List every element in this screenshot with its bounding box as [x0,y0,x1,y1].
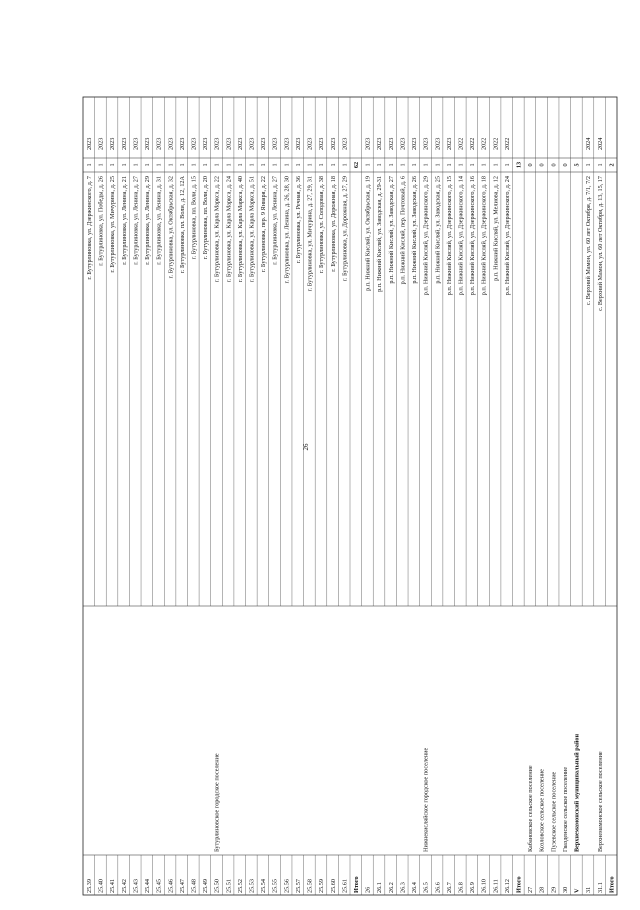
address-cell: г. Бутурлиновка, ул. Ленина, д. 21 [120,176,128,265]
address-cell: р.п. Нижний Кисляй, пер. Почтовый, д. 6 [399,176,407,285]
count-cell: 1 [596,163,604,167]
row-number: Итого [353,876,361,893]
row-number: 26.12 [503,879,511,893]
year-cell: 2022 [469,137,477,150]
year-cell: 2023 [109,137,117,150]
settlement-name: Верхнемамонское сельское поселение [596,751,604,852]
year-cell: 2023 [155,137,163,150]
page-number: 26 [302,443,310,451]
address-cell: р.п. Нижний Кисляй, ул. Дзержинского, д. 24 [503,176,511,296]
row-number: 27 [527,886,535,893]
count-cell: 2 [608,163,616,167]
count-cell: 0 [561,163,569,167]
row-number: 26 [364,886,372,893]
address-cell: р.п. Нижний Кисляй, ул. Заводская, д. 27 [387,176,395,284]
settlement-name: Верхнемамонский муниципальный район [573,733,581,852]
year-cell: 2023 [202,137,210,150]
year-cell: 2023 [294,137,302,150]
row-number: 26.2 [387,882,395,893]
address-cell: г. Бутурлиновка, ул. Дорожная, д. 27, 29 [341,176,349,281]
count-cell: 1 [132,163,140,167]
count-cell: 0 [538,163,546,167]
row-number: 25.49 [202,879,210,893]
year-cell: 2023 [434,137,442,150]
row-number: V [573,888,581,893]
count-cell: 1 [411,163,419,167]
row-number: Итого [515,876,523,893]
row-number: 25.58 [306,879,314,893]
count-cell: 1 [329,163,337,167]
row-number: 31 [585,886,593,893]
address-cell: г. Бутурлиновка, пл. Воли, д. 15 [190,176,198,260]
count-cell: 1 [283,163,291,167]
year-cell: 2023 [167,137,175,150]
year-cell: 2023 [178,137,186,150]
year-cell: 2023 [260,137,268,150]
year-cell: 2023 [411,137,419,150]
row-number: Итого [608,876,616,893]
row-number: 26.3 [399,882,407,893]
count-cell: 1 [167,163,175,167]
year-cell: 2023 [318,137,326,150]
row-number: 25.40 [97,879,105,893]
row-number: 26.6 [434,882,442,893]
settlement-name: Нижнекисляйское городское поселение [422,747,430,852]
row-number: 25.54 [260,879,268,893]
address-cell: р.п. Нижний Кисляй, ул. Заводская, д. 25 [434,176,442,284]
row-number: 31.1 [596,882,604,893]
count-cell: 0 [527,163,535,167]
row-number: 25.52 [236,879,244,893]
year-cell: 2022 [492,137,500,150]
row-number: 26.7 [445,882,453,893]
year-cell: 2023 [225,137,233,150]
count-cell: 1 [155,163,163,167]
row-number: 26.1 [376,882,384,893]
address-cell: г. Бутурлиновка, ул. Ленина, д. 31 [155,176,163,265]
address-cell: г. Бутурлиновка, ул. Солодовая, д. 38 [318,176,326,273]
count-cell: 1 [318,163,326,167]
address-cell: г. Бутурлиновка, ул. Карла Маркса, д. 51 [248,176,256,283]
year-cell: 2023 [399,137,407,150]
row-number: 25.60 [329,879,337,893]
count-cell: 1 [120,163,128,167]
row-number: 26.4 [411,882,419,893]
count-cell: 1 [190,163,198,167]
row-number: 25.39 [86,879,94,893]
row-number: 30 [561,886,569,893]
year-cell: 2023 [120,137,128,150]
count-cell: 1 [341,163,349,167]
count-cell: 1 [585,163,593,167]
count-cell: 1 [480,163,488,167]
address-cell: р.п. Нижний Кисляй, ул. Октябрьская, д. 19 [364,176,372,291]
row-number: 25.61 [341,879,349,893]
count-cell: 1 [97,163,105,167]
count-cell: 1 [364,163,372,167]
count-cell: 1 [399,163,407,167]
row-number: 26.8 [457,882,465,893]
row-number: 25.47 [178,879,186,893]
count-cell: 1 [178,163,186,167]
row-number: 25.53 [248,879,256,893]
year-cell: 2023 [190,137,198,150]
count-cell: 1 [422,163,430,167]
year-cell: 2023 [306,137,314,150]
year-cell: 2023 [422,137,430,150]
count-cell: 1 [248,163,256,167]
address-cell: г. Бутурлиновка, ул. Ленина, д. 29 [144,176,152,265]
settlement-name: Пузевское сельское поселение [550,771,558,852]
row-number: 25.57 [294,879,302,893]
count-cell: 1 [306,163,314,167]
count-cell: 5 [573,163,581,167]
address-cell: с. Верхний Мамон, ул. 60 лет Октября, д. 13, 15, 17 [596,176,604,311]
row-number: 25.48 [190,879,198,893]
row-number: 25.43 [132,879,140,893]
address-cell: р.п. Нижний Кисляй, ул. Мелиова, д. 12 [492,176,500,281]
address-cell: р.п. Нижний Кисляй, ул. Заводская, д. 29-31 [376,176,384,292]
row-number: 25.59 [318,879,326,893]
year-cell: 2023 [271,137,279,150]
settlement-name: Кабановское сельское поселение [527,765,535,852]
count-cell: 13 [515,161,523,169]
row-number: 25.50 [213,879,221,893]
count-cell: 0 [550,163,558,167]
address-cell: г. Бутурлиновка, ул. Мичурина, д. 25 [109,176,117,273]
year-cell: 2023 [213,137,221,150]
address-cell: г. Бутурлиновка, ул. Ленина, д. 26, 28, 30 [283,176,291,284]
row-number: 26.10 [480,879,488,893]
count-cell: 1 [445,163,453,167]
settlement-name: Бутурлиновское городское поселение [213,753,221,852]
address-cell: г. Бутурлиновка, пл. Воли, д. 20 [202,176,210,260]
year-cell: 2022 [480,137,488,150]
address-cell: р.п. Нижний Кисляй, ул. Дзержинского, д. 29 [422,176,430,296]
row-number: 26.11 [492,879,500,893]
address-cell: р.п. Нижний Кисляй, ул. Дзержинского, д. 18 [480,176,488,296]
count-cell: 1 [213,163,221,167]
count-cell: 1 [109,163,117,167]
year-cell: 2023 [236,137,244,150]
count-cell: 1 [271,163,279,167]
year-cell: 2023 [376,137,384,150]
year-cell: 2023 [445,137,453,150]
row-number: 25.46 [167,879,175,893]
address-cell: с. Верхний Мамон, ул. 60 лет Октября, д. 7/1, 7/2 [585,176,593,306]
count-cell: 1 [260,163,268,167]
year-cell: 2024 [585,137,593,150]
count-cell: 62 [353,161,361,169]
row-number: 25.56 [283,879,291,893]
address-cell: г. Бутурлиновка, пл. Воли, д. 12, 12А [178,176,186,273]
address-cell: г. Бутурлиновка, ул. Октябрьская, д. 32 [167,176,175,279]
row-number: 26.5 [422,882,430,893]
address-cell: г. Бутурлиновка, ул. Речная, д. 36 [294,176,302,264]
year-cell: 2023 [329,137,337,150]
count-cell: 1 [434,163,442,167]
year-cell: 2023 [364,137,372,150]
year-cell: 2022 [457,137,465,150]
address-cell: г. Бутурлиновка, ул. Карла Маркса, д. 22 [213,176,221,283]
row-number: 25.44 [144,879,152,893]
address-cell: г. Бутурлиновка, ул. Ленина, д. 27 [271,176,279,265]
year-cell: 2024 [596,137,604,150]
count-cell: 1 [387,163,395,167]
count-cell: 1 [202,163,210,167]
settlement-name: Гвазденское сельское поселение [561,766,569,852]
count-cell: 1 [376,163,384,167]
row-number: 26.9 [469,882,477,893]
row-number: 25.55 [271,879,279,893]
count-cell: 1 [469,163,477,167]
year-cell: 2023 [86,137,94,150]
count-cell: 1 [86,163,94,167]
year-cell: 2023 [387,137,395,150]
count-cell: 1 [144,163,152,167]
address-cell: р.п. Нижний Кисляй, ул. Дзержинского, д. 14 [457,176,465,296]
year-cell: 2023 [248,137,256,150]
address-cell: р.п. Нижний Кисляй, ул. Дзержинского, д. 15 [445,176,453,296]
settlement-name: Козловское сельское поселение [538,768,546,852]
count-cell: 1 [294,163,302,167]
address-cell: г. Бутурлиновка, ул. Карла Маркса, д. 40 [236,176,244,283]
year-cell: 2022 [503,137,511,150]
row-number: 29 [550,886,558,893]
year-cell: 2023 [97,137,105,150]
address-cell: р.п. Нижний Кисляй, ул. Дзержинского, д. 16 [469,176,477,296]
address-cell: г. Бутурлиновка, ул. Мичурина, д. 27, 29, 31 [306,176,314,292]
count-cell: 1 [225,163,233,167]
address-cell: р.п. Нижний Кисляй, ул. Заводская, д. 26 [411,176,419,284]
year-cell: 2023 [132,137,140,150]
row-number: 25.42 [120,879,128,893]
address-cell: г. Бутурлиновка, пер. 9 Января, д. 22 [260,176,268,273]
count-cell: 1 [236,163,244,167]
year-cell: 2023 [144,137,152,150]
address-cell: г. Бутурлиновка, ул. Карла Маркса, д. 24 [225,176,233,283]
count-cell: 1 [457,163,465,167]
row-number: 28 [538,886,546,893]
row-number: 25.41 [109,879,117,893]
year-cell: 2023 [283,137,291,150]
count-cell: 1 [492,163,500,167]
year-cell: 2023 [341,137,349,150]
row-number: 25.45 [155,879,163,893]
address-cell: г. Бутурлиновка, ул. Дзержинского, д. 7 [86,176,94,280]
address-cell: г. Бутурлиновка, ул. Дорожная, д. 18 [329,176,337,272]
address-cell: г. Бутурлиновка, ул. Ленина, д. 27 [132,176,140,265]
count-cell: 1 [503,163,511,167]
row-number: 25.51 [225,879,233,893]
address-cell: г. Бутурлиновка, ул. Победы, д. 26 [97,176,105,266]
